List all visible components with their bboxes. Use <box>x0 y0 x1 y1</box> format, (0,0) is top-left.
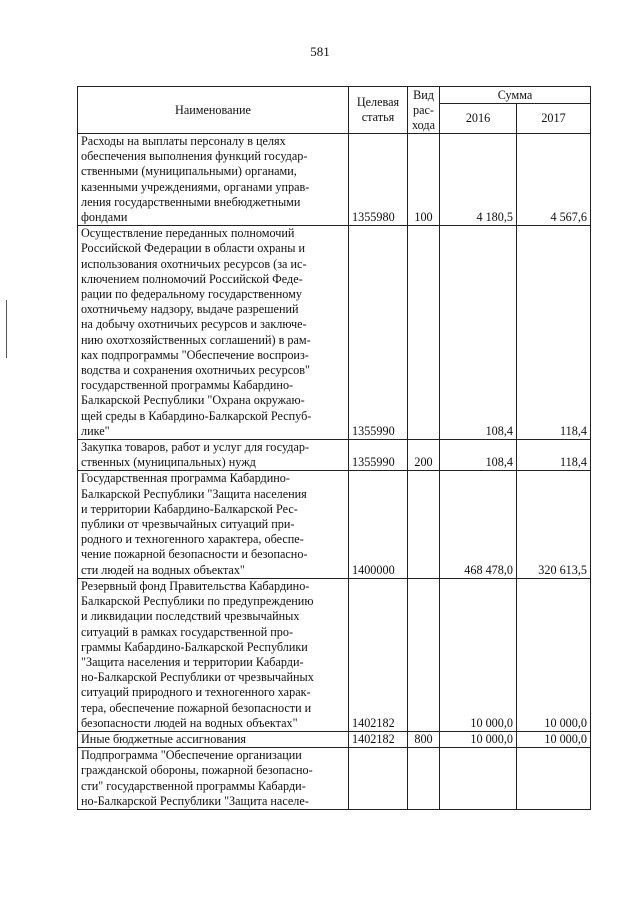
row-amount-2017 <box>517 748 591 810</box>
row-amount-2017: 4 567,6 <box>517 134 591 226</box>
row-amount-2016: 10 000,0 <box>440 578 517 731</box>
row-name-line: нию охотхозяйственных соглашений) в рам- <box>81 332 311 347</box>
row-expense-type: 100 <box>408 134 440 226</box>
table-row <box>78 440 591 471</box>
row-name-line: и ликвидации последствий чрезвычайных <box>81 609 300 624</box>
row-name-line: ственными (муниципальными) органами, <box>81 164 297 179</box>
row-target-article: 1400000 <box>349 471 408 578</box>
row-name-line: безопасности людей на водных объектах" <box>81 715 298 730</box>
row-name <box>78 440 349 471</box>
row-amount-2017: 118,4 <box>517 226 591 440</box>
header-target-article: Целевая статья <box>349 87 408 134</box>
row-name-line: водства и сохранения охотничьих ресурсов" <box>81 363 310 378</box>
row-expense-type <box>408 578 440 731</box>
row-name-line: тера, обеспечение пожарной безопасности и <box>81 700 312 715</box>
row-target-article: 1402182 <box>349 731 408 747</box>
row-amount-2017: 118,4 <box>517 440 591 471</box>
row-name-line: государственной программы Кабардино- <box>81 378 294 393</box>
table-row <box>78 748 591 810</box>
row-expense-type <box>408 226 440 440</box>
row-name-line: Российской Федерации в области охраны и <box>81 241 305 256</box>
header-year-2017: 2017 <box>517 104 591 134</box>
table-row <box>78 731 591 747</box>
row-name-line: граммы Кабардино-Балкарской Республики <box>81 639 308 654</box>
header-name: Наименование <box>78 87 349 134</box>
page-number: 581 <box>310 44 330 59</box>
row-name-line: Осуществление переданных полномочий <box>81 226 295 241</box>
row-amount-2016: 468 478,0 <box>440 471 517 578</box>
budget-table <box>77 86 591 810</box>
row-amount-2017: 10 000,0 <box>517 731 591 747</box>
table-header <box>78 87 591 134</box>
row-target-article: 1355990 <box>349 226 408 440</box>
row-name-line: родного и техногенного характера, обеспе- <box>81 532 304 547</box>
row-name <box>78 731 349 747</box>
row-name-line: ключением полномочий Российской Феде- <box>81 271 303 286</box>
row-expense-type <box>408 471 440 578</box>
row-name-line: Государственная программа Кабардино- <box>81 471 290 486</box>
row-name <box>78 471 349 578</box>
row-name-line: но-Балкарской Республики "Защита населе- <box>81 793 309 808</box>
row-amount-2016: 108,4 <box>440 440 517 471</box>
row-amount-2016: 108,4 <box>440 226 517 440</box>
row-name-line: фондами <box>81 210 128 225</box>
row-name-line: Резервный фонд Правительства Кабардино- <box>81 578 310 593</box>
row-name-line: гражданской обороны, пожарной безопасно- <box>81 763 313 778</box>
table-body <box>78 134 591 810</box>
table-row <box>78 134 591 226</box>
table-row <box>78 226 591 440</box>
row-name-line: ситуаций природного и техногенного харак- <box>81 685 311 700</box>
header-expense-type: Вид рас- хода <box>408 87 440 134</box>
row-amount-2017: 10 000,0 <box>517 578 591 731</box>
row-name-line: казенными учреждениями, органами управ- <box>81 179 310 194</box>
row-name-line: ления государственными внебюджетными <box>81 194 301 209</box>
row-name-line: чение пожарной безопасности и безопасно- <box>81 547 308 562</box>
margin-scan-mark <box>6 300 7 358</box>
row-name-line: использования охотничьих ресурсов (за ис- <box>81 256 307 271</box>
row-expense-type: 200 <box>408 440 440 471</box>
row-amount-2016: 4 180,5 <box>440 134 517 226</box>
row-name-line: публики от чрезвычайных ситуаций при- <box>81 517 295 532</box>
row-expense-type <box>408 748 440 810</box>
row-name-line: Балкарской Республики по предупреждению <box>81 594 314 609</box>
row-name <box>78 748 349 810</box>
row-name-line: на добычу охотничьих ресурсов и заключе- <box>81 317 307 332</box>
row-name-line: Балкарской Республики "Охрана окружаю- <box>81 393 305 408</box>
row-name-line: сти" государственной программы Кабарди- <box>81 778 306 793</box>
row-name-line: Закупка товаров, работ и услуг для государ- <box>81 440 310 455</box>
row-name-line: рации по федеральному государственному <box>81 287 302 302</box>
row-name-line: лике" <box>81 423 110 438</box>
header-year-2016: 2016 <box>440 104 517 134</box>
row-name-line: Иные бюджетные ассигнования <box>81 731 247 746</box>
row-name-line: сти людей на водных объектах" <box>81 562 245 577</box>
row-amount-2016: 10 000,0 <box>440 731 517 747</box>
row-name <box>78 578 349 731</box>
table-row <box>78 578 591 731</box>
row-name-line: обеспечения выполнения функций государ- <box>81 149 308 164</box>
row-name-line: охотничьему надзору, выдаче разрешений <box>81 302 299 317</box>
row-name-line: ках подпрограммы "Обеспечение воспроиз- <box>81 347 309 362</box>
row-target-article <box>349 748 408 810</box>
row-amount-2017: 320 613,5 <box>517 471 591 578</box>
row-name-line: Балкарской Республики "Защита населения <box>81 486 307 501</box>
row-target-article: 1355980 <box>349 134 408 226</box>
row-name <box>78 226 349 440</box>
row-name <box>78 134 349 226</box>
row-name-line: "Защита населения и территории Кабарди- <box>81 654 304 669</box>
table-row <box>78 471 591 578</box>
row-amount-2016 <box>440 748 517 810</box>
row-name-line: но-Балкарской Республики от чрезвычайных <box>81 670 314 685</box>
row-name-line: Подпрограмма "Обеспечение организации <box>81 748 302 763</box>
header-sum: Сумма <box>440 87 591 104</box>
row-name-line: щей среды в Кабардино-Балкарской Респуб- <box>81 408 312 423</box>
row-name-line: Расходы на выплаты персоналу в целях <box>81 134 286 148</box>
row-expense-type: 800 <box>408 731 440 747</box>
row-name-line: ственных (муниципальных) нужд <box>81 455 256 470</box>
row-name-line: и территории Кабардино-Балкарской Рес- <box>81 501 298 516</box>
row-name-line: ситуаций в рамках государственной про- <box>81 624 294 639</box>
row-target-article: 1402182 <box>349 578 408 731</box>
row-target-article: 1355990 <box>349 440 408 471</box>
